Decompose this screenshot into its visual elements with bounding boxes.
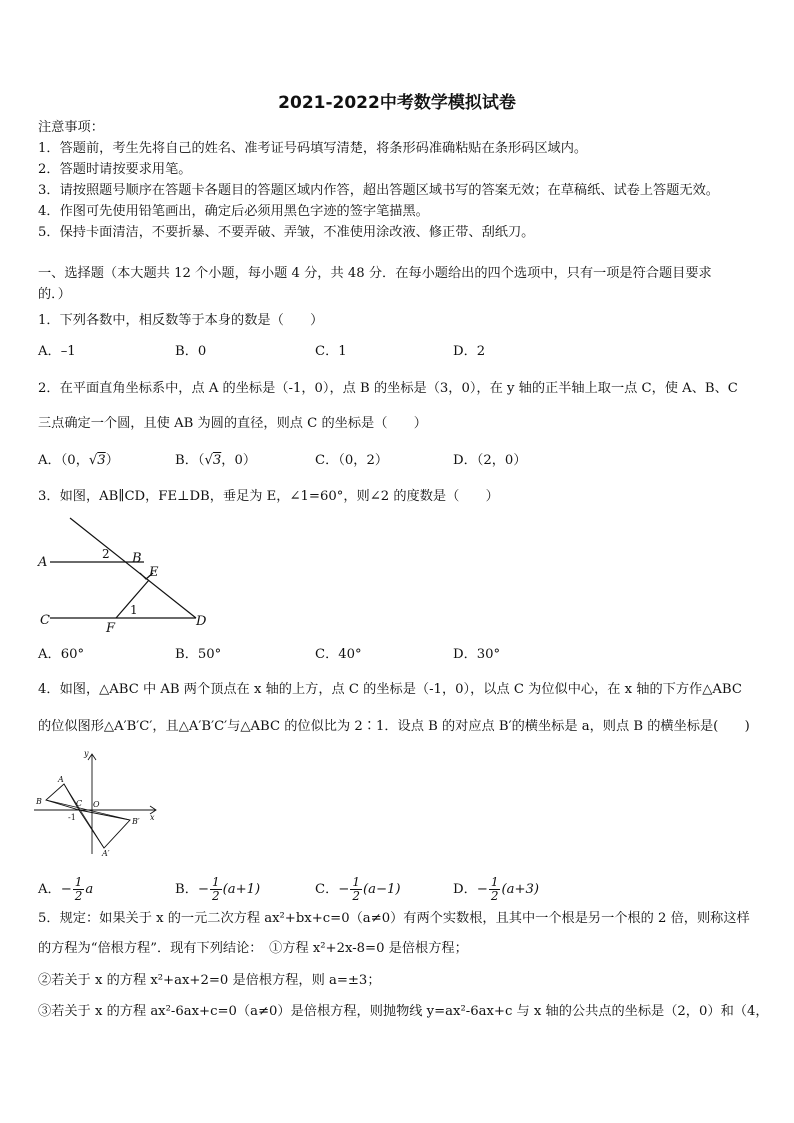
label-a: A [58, 775, 64, 784]
fraction-half: $\frac{1}{2}$ [352, 875, 360, 903]
q5-line3: ②若关于 x 的方程 x²+ax+2=0 是倍根方程，则 a=±3； [38, 973, 381, 988]
q3-option-c: C．40° [315, 647, 362, 662]
q5-line1: 5．规定：如果关于 x 的一元二次方程 ax²+bx+c=0（a≠0）有两个实数根，且其中一个根是另一个根的 2 倍，则称这样 [38, 911, 750, 926]
q3-stem: 3．如图，AB∥CD，FE⊥DB，垂足为 E，∠1=60°，则∠2 的度数是（ ） [38, 489, 499, 504]
q3-geometry-figure [36, 514, 216, 634]
fraction-half: $\frac{1}{2}$ [490, 875, 499, 903]
label-a-prime: A′ [102, 849, 110, 858]
label-minus-one: -1 [68, 813, 76, 822]
q3-option-d: D．30° [453, 647, 501, 662]
notice-item-1: 1．答题前，考生先将自己的姓名、准考证号码填写清楚，将条形码准确粘贴在条形码区域内。 [38, 141, 588, 156]
q5-line2: 的方程为“倍根方程”．现有下列结论： ①方程 x²+2x-8=0 是倍根方程； [38, 941, 468, 956]
q4-option-a: A．− $\frac{1}{2}$ a [38, 875, 94, 903]
q2-line2: 三点确定一个圆，且使 AB 为圆的直径，则点 C 的坐标是（ ） [38, 416, 427, 431]
q2-option-d: D．（2，0） [453, 453, 527, 468]
q2-line1: 2．在平面直角坐标系中，点 A 的坐标是（-1，0），点 B 的坐标是（3，0），在 y 轴的正半轴上取一点 C，使 A、B、C [38, 381, 738, 396]
q1-option-d: D．2 [453, 344, 486, 359]
q4-coordinate-figure [32, 748, 162, 860]
section-heading-line1: 一、选择题（本大题共 12 个小题，每小题 4 分，共 48 分．在每小题给出的四个选项中，只有一项是符合题目要求 [38, 266, 712, 281]
label-y: y [84, 749, 89, 758]
label-o: O [93, 800, 100, 809]
label-c: C [76, 799, 83, 808]
notice-item-3: 3．请按照题号顺序在答题卡各题目的答题区域内作答，超出答题区域书写的答案无效；在草稿纸、试卷上答题无效。 [38, 183, 719, 198]
label-x: x [150, 813, 155, 822]
fraction-half: $\frac{1}{2}$ [74, 875, 83, 903]
section-heading-line2: 的．） [38, 287, 71, 302]
sqrt-symbol: √3 [88, 453, 106, 468]
label-c: C [40, 613, 50, 628]
q4-option-d: D．− $\frac{1}{2}$ (a+3) [453, 875, 540, 903]
q5-line4: ③若关于 x 的方程 ax²-6ax+c=0（a≠0）是倍根方程，则抛物线 y=ax²-6ax+c 与 x 轴的公共点的坐标是（2，0）和（4， [38, 1004, 769, 1019]
q3-option-a: A．60° [38, 647, 85, 662]
q1-option-c: C．1 [315, 344, 347, 359]
label-b-prime: B′ [132, 817, 140, 826]
q2-option-c: C．（0，2） [315, 453, 389, 468]
page-title: 2021-2022中考数学模拟试卷 [278, 93, 516, 113]
triangle-abc-prime [79, 810, 130, 848]
q2-option-a: A．（0，√3） [38, 453, 119, 468]
notice-item-4: 4．作图可先使用铅笔画出，确定后必须用黑色字迹的签字笔描黑。 [38, 204, 429, 219]
label-e: E [149, 565, 159, 580]
q4-line2: 的位似图形△A′B′C′，且△A′B′C′与△ABC 的位似比为 2∶1．设点 B 的对应点 B′的横坐标是 a，则点 B 的横坐标是( ) [38, 719, 750, 734]
label-b: B [36, 797, 42, 806]
q1-stem: 1．下列各数中，相反数等于本身的数是（ ） [38, 313, 324, 328]
triangle-abc [46, 784, 79, 810]
q3-option-b: B．50° [175, 647, 222, 662]
sqrt-symbol: √3 [204, 453, 222, 468]
q4-option-b: B．− $\frac{1}{2}$ (a+1) [175, 875, 261, 903]
fraction-half: $\frac{1}{2}$ [211, 875, 220, 903]
q4-line1: 4．如图，△ABC 中 AB 两个顶点在 x 轴的上方，点 C 的坐标是（-1，0），以点 C 为位似中心，在 x 轴的下方作△ABC [38, 682, 742, 697]
label-f: F [106, 621, 116, 634]
notice-item-5: 5．保持卡面清洁，不要折暴、不要弄破、弄皱，不准使用涂改液、修正带、刮纸刀。 [38, 225, 535, 240]
q2-option-b: B．（√3，0） [175, 453, 257, 468]
label-angle-2: 2 [102, 547, 110, 561]
label-a: A [38, 555, 48, 570]
q1-option-a: A．–1 [38, 344, 76, 359]
notice-item-2: 2．答题时请按要求用笔。 [38, 162, 192, 177]
label-b: B [132, 551, 142, 566]
label-d: D [196, 614, 207, 629]
label-angle-1: 1 [130, 603, 138, 617]
q1-option-b: B．0 [175, 344, 207, 359]
q4-option-c: C．− $\frac{1}{2}$ (a−1) [315, 875, 401, 903]
notice-heading: 注意事项： [38, 120, 104, 135]
